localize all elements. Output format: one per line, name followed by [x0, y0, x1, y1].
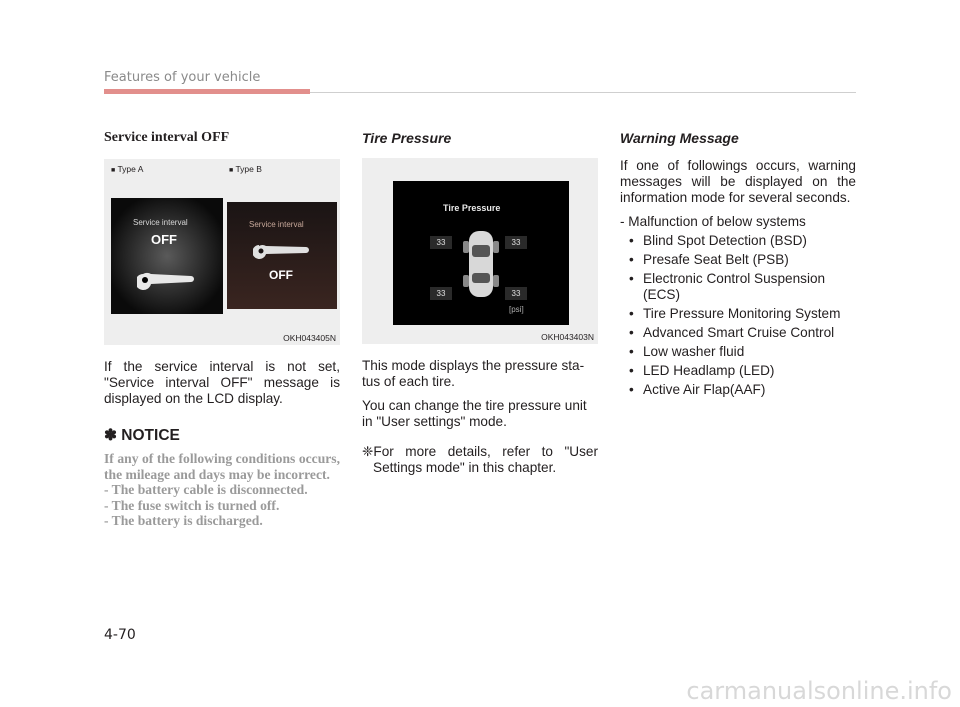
list-item: • Electronic Control Suspension (ECS) [620, 271, 856, 303]
tire-value-front-left: 33 [430, 236, 452, 249]
list-item: • LED Headlamp (LED) [620, 363, 856, 379]
description-line: tus of each tire. [362, 374, 455, 389]
square-icon: ■ [111, 167, 116, 174]
list-item: • Advanced Smart Cruise Control [620, 325, 856, 341]
list-item: • Tire Pressure Monitoring System [620, 306, 856, 322]
glow-background [111, 198, 223, 314]
tire-pressure-description [362, 358, 598, 390]
header-rule [310, 92, 856, 93]
screen-a-value: OFF [151, 232, 177, 247]
notice-title: ✽ NOTICE [104, 427, 180, 444]
notice-item: - The battery cable is disconnected. [104, 482, 308, 497]
warning-subheading: - Malfunction of below systems [620, 214, 806, 229]
header-accent-bar [104, 89, 310, 94]
tire-pressure-unit-note: You can change the tire pressure unit in "User settings" mode. [362, 398, 587, 429]
pressure-unit: [psi] [509, 305, 524, 314]
tire-pressure-heading: Tire Pressure [362, 130, 452, 146]
column-tire-pressure [362, 130, 598, 484]
column-service-interval [104, 130, 340, 529]
notice-body [104, 451, 340, 529]
list-item: • Active Air Flap(AAF) [620, 382, 856, 398]
description-line: This mode displays the pressure sta- [362, 358, 585, 373]
tire-value-rear-left: 33 [430, 287, 452, 300]
service-interval-description: If the service interval is not set, "Service interval OFF" message is displayed on the LCD display. [104, 359, 340, 406]
service-interval-heading: Service interval OFF [104, 130, 230, 145]
type-b-label: ■ Type B [229, 164, 262, 174]
figure-code: OKH043405N [283, 333, 336, 343]
type-a-screen [111, 198, 223, 314]
car-top-view-icon [461, 227, 501, 301]
screen-b-title: Service interval [249, 220, 304, 229]
type-b-screen [227, 202, 337, 309]
section-header: Features of your vehicle [104, 70, 261, 85]
column-warning-message [620, 130, 856, 401]
notice-item: - The battery is discharged. [104, 513, 263, 528]
tire-pressure-screen [393, 181, 569, 325]
type-a-label: ■ Type A [111, 164, 144, 174]
square-icon: ■ [229, 167, 234, 174]
page-number: 4-70 [104, 627, 136, 643]
wrench-icon [253, 240, 313, 262]
screen-b-value: OFF [269, 268, 293, 282]
tire-value-front-right: 33 [505, 236, 527, 249]
tire-value-rear-right: 33 [505, 287, 527, 300]
watermark: carmanualsonline.info [686, 677, 952, 705]
tire-pressure-figure [362, 158, 598, 344]
warning-message-heading: Warning Message [620, 130, 739, 146]
tire-pressure-reference: ❈For more details, refer to "User Settings mode" in this chapter. [362, 444, 598, 475]
warning-systems-list [620, 233, 856, 398]
list-item: • Blind Spot Detection (BSD) [620, 233, 856, 249]
notice-intro: If any of the following conditions occurs, the mileage and days may be incorrect. [104, 451, 340, 482]
list-item: • Presafe Seat Belt (PSB) [620, 252, 856, 268]
figure-code: OKH043403N [541, 332, 594, 342]
screen-title: Tire Pressure [443, 203, 501, 213]
wrench-icon [137, 268, 197, 292]
list-item: • Low washer fluid [620, 344, 856, 360]
screen-a-title: Service interval [133, 218, 188, 227]
warning-message-description: If one of followings occurs, warning messages will be displayed on the information mode for several seconds. [620, 158, 856, 205]
notice-item: - The fuse switch is turned off. [104, 497, 280, 513]
service-interval-figure [104, 159, 340, 345]
